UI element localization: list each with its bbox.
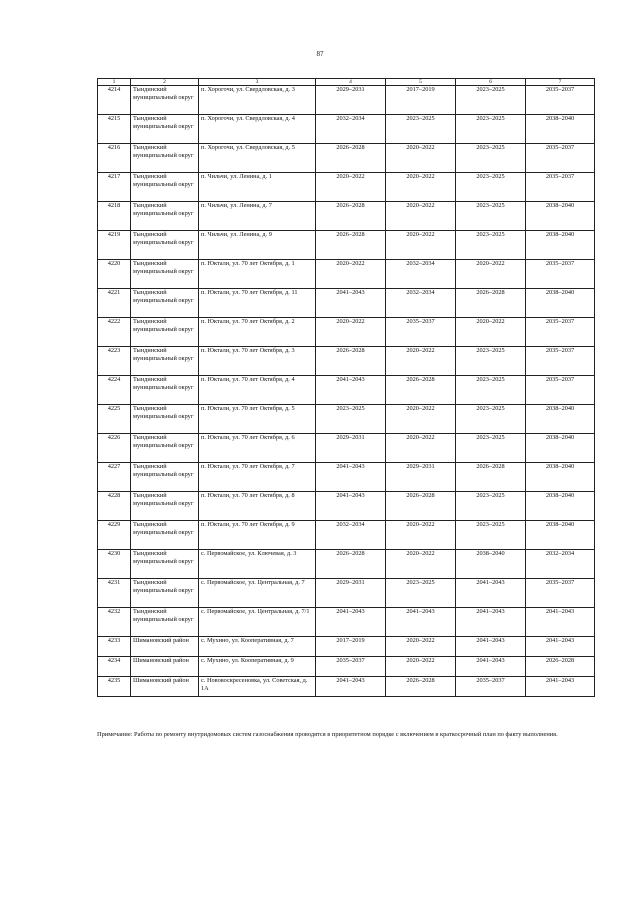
municipality-cell: Тындинский муниципальный округ [131, 289, 199, 318]
row-number-cell: 4232 [98, 608, 131, 637]
row-number-cell: 4234 [98, 657, 131, 677]
period-3-cell: 2023–2025 [456, 86, 526, 115]
municipality-cell: Шимановский район [131, 677, 199, 697]
period-2-cell: 2020–2022 [386, 144, 456, 173]
table-row [98, 463, 595, 492]
row-number-cell: 4228 [98, 492, 131, 521]
period-2-cell: 2020–2022 [386, 173, 456, 202]
period-3-cell: 2023–2025 [456, 434, 526, 463]
period-1-cell: 2026–2028 [316, 202, 386, 231]
municipality-cell: Шимановский район [131, 657, 199, 677]
period-2-cell: 2017–2019 [386, 86, 456, 115]
row-number-cell: 4221 [98, 289, 131, 318]
period-3-cell: 2023–2025 [456, 492, 526, 521]
period-3-cell: 2020–2022 [456, 318, 526, 347]
period-3-cell: 2023–2025 [456, 521, 526, 550]
period-2-cell: 2041–2043 [386, 608, 456, 637]
municipality-cell: Тындинский муниципальный округ [131, 231, 199, 260]
address-cell: п. Юктали, ул. 70 лет Октября, д. 1 [199, 260, 316, 289]
period-1-cell: 2041–2043 [316, 463, 386, 492]
period-4-cell: 2026–2028 [526, 657, 595, 677]
table-row [98, 347, 595, 376]
row-number-cell: 4235 [98, 677, 131, 697]
row-number-cell: 4217 [98, 173, 131, 202]
period-3-cell: 2038–2040 [456, 550, 526, 579]
period-4-cell: 2038–2040 [526, 115, 595, 144]
period-1-cell: 2017–2019 [316, 637, 386, 657]
period-3-cell: 2041–2043 [456, 657, 526, 677]
period-1-cell: 2032–2034 [316, 521, 386, 550]
period-1-cell: 2035–2037 [316, 657, 386, 677]
period-2-cell: 2020–2022 [386, 434, 456, 463]
municipality-cell: Тындинский муниципальный округ [131, 318, 199, 347]
table-row [98, 579, 595, 608]
row-number-cell: 4214 [98, 86, 131, 115]
period-4-cell: 2035–2037 [526, 86, 595, 115]
period-1-cell: 2029–2031 [316, 434, 386, 463]
table-row [98, 260, 595, 289]
period-4-cell: 2038–2040 [526, 202, 595, 231]
period-2-cell: 2026–2028 [386, 376, 456, 405]
period-1-cell: 2041–2043 [316, 492, 386, 521]
period-1-cell: 2032–2034 [316, 115, 386, 144]
period-3-cell: 2041–2043 [456, 608, 526, 637]
table-row [98, 318, 595, 347]
address-cell: п. Хорогочи, ул. Свердловская, д. 5 [199, 144, 316, 173]
address-cell: с. Мухино, ул. Кооперативная, д. 9 [199, 657, 316, 677]
period-4-cell: 2035–2037 [526, 318, 595, 347]
column-number: 5 [386, 79, 456, 86]
table-row [98, 492, 595, 521]
row-number-cell: 4216 [98, 144, 131, 173]
period-1-cell: 2026–2028 [316, 231, 386, 260]
period-2-cell: 2020–2022 [386, 637, 456, 657]
period-2-cell: 2032–2034 [386, 289, 456, 318]
period-1-cell: 2026–2028 [316, 347, 386, 376]
period-3-cell: 2023–2025 [456, 231, 526, 260]
table-row [98, 608, 595, 637]
column-number: 4 [316, 79, 386, 86]
period-3-cell: 2023–2025 [456, 347, 526, 376]
address-cell: п. Чильчи, ул. Ленина, д. 7 [199, 202, 316, 231]
municipality-cell: Тындинский муниципальный округ [131, 347, 199, 376]
municipality-cell: Тындинский муниципальный округ [131, 492, 199, 521]
address-cell: п. Юктали, ул. 70 лет Октября, д. 3 [199, 347, 316, 376]
period-4-cell: 2038–2040 [526, 289, 595, 318]
footnote: Примечание: Работы по ремонту внутридомовых систем газоснабжения проводятся в приоритетном порядке с включением в краткосрочный план по факту выполнения. [97, 731, 558, 738]
table-row [98, 173, 595, 202]
address-cell: с. Первомайское, ул. Центральная, д. 7 [199, 579, 316, 608]
address-cell: с. Нововоскресеновка, ул. Советская, д. 1А [199, 677, 316, 697]
column-number-row [98, 79, 595, 86]
period-3-cell: 2041–2043 [456, 637, 526, 657]
period-4-cell: 2035–2037 [526, 260, 595, 289]
period-3-cell: 2035–2037 [456, 677, 526, 697]
period-4-cell: 2041–2043 [526, 608, 595, 637]
period-3-cell: 2023–2025 [456, 376, 526, 405]
municipality-cell: Тындинский муниципальный округ [131, 434, 199, 463]
municipality-cell: Тындинский муниципальный округ [131, 550, 199, 579]
row-number-cell: 4224 [98, 376, 131, 405]
period-2-cell: 2029–2031 [386, 463, 456, 492]
row-number-cell: 4215 [98, 115, 131, 144]
municipality-cell: Шимановский район [131, 637, 199, 657]
period-1-cell: 2020–2022 [316, 173, 386, 202]
table-row [98, 144, 595, 173]
period-4-cell: 2038–2040 [526, 231, 595, 260]
address-cell: п. Юктали, ул. 70 лет Октября, д. 6 [199, 434, 316, 463]
address-cell: п. Юктали, ул. 70 лет Октября, д. 5 [199, 405, 316, 434]
row-number-cell: 4218 [98, 202, 131, 231]
municipality-cell: Тындинский муниципальный округ [131, 521, 199, 550]
period-2-cell: 2026–2028 [386, 677, 456, 697]
column-number: 3 [199, 79, 316, 86]
municipality-cell: Тындинский муниципальный округ [131, 173, 199, 202]
row-number-cell: 4220 [98, 260, 131, 289]
page-number: 87 [316, 50, 324, 58]
period-2-cell: 2020–2022 [386, 521, 456, 550]
municipality-cell: Тындинский муниципальный округ [131, 144, 199, 173]
period-4-cell: 2038–2040 [526, 521, 595, 550]
period-2-cell: 2020–2022 [386, 405, 456, 434]
row-number-cell: 4229 [98, 521, 131, 550]
period-3-cell: 2026–2028 [456, 463, 526, 492]
period-2-cell: 2023–2025 [386, 115, 456, 144]
period-2-cell: 2020–2022 [386, 347, 456, 376]
table-row [98, 202, 595, 231]
row-number-cell: 4227 [98, 463, 131, 492]
table-row [98, 677, 595, 697]
address-cell: п. Юктали, ул. 70 лет Октября, д. 11 [199, 289, 316, 318]
municipality-cell: Тындинский муниципальный округ [131, 463, 199, 492]
municipality-cell: Тындинский муниципальный округ [131, 376, 199, 405]
period-3-cell: 2020–2022 [456, 260, 526, 289]
table-row [98, 376, 595, 405]
address-cell: с. Первомайское, ул. Центральная, д. 7/1 [199, 608, 316, 637]
table-row [98, 405, 595, 434]
municipality-cell: Тындинский муниципальный округ [131, 115, 199, 144]
address-cell: п. Юктали, ул. 70 лет Октября, д. 4 [199, 376, 316, 405]
period-4-cell: 2035–2037 [526, 347, 595, 376]
table-row [98, 86, 595, 115]
municipality-cell: Тындинский муниципальный округ [131, 608, 199, 637]
address-cell: п. Юктали, ул. 70 лет Октября, д. 7 [199, 463, 316, 492]
period-1-cell: 2041–2043 [316, 677, 386, 697]
period-1-cell: 2023–2025 [316, 405, 386, 434]
period-2-cell: 2026–2028 [386, 492, 456, 521]
row-number-cell: 4225 [98, 405, 131, 434]
period-2-cell: 2035–2037 [386, 318, 456, 347]
column-number: 1 [98, 79, 131, 86]
period-1-cell: 2041–2043 [316, 608, 386, 637]
period-1-cell: 2041–2043 [316, 289, 386, 318]
period-4-cell: 2035–2037 [526, 579, 595, 608]
period-4-cell: 2035–2037 [526, 376, 595, 405]
period-2-cell: 2020–2022 [386, 231, 456, 260]
period-4-cell: 2038–2040 [526, 405, 595, 434]
period-1-cell: 2029–2031 [316, 579, 386, 608]
period-4-cell: 2041–2043 [526, 677, 595, 697]
municipality-cell: Тындинский муниципальный округ [131, 260, 199, 289]
period-4-cell: 2041–2043 [526, 637, 595, 657]
table-row [98, 289, 595, 318]
period-1-cell: 2026–2028 [316, 550, 386, 579]
period-3-cell: 2023–2025 [456, 173, 526, 202]
row-number-cell: 4230 [98, 550, 131, 579]
period-1-cell: 2020–2022 [316, 260, 386, 289]
column-number: 2 [131, 79, 199, 86]
period-2-cell: 2020–2022 [386, 202, 456, 231]
address-cell: с. Первомайское, ул. Ключевая, д. 3 [199, 550, 316, 579]
address-cell: п. Хорогочи, ул. Свердловская, д. 3 [199, 86, 316, 115]
row-number-cell: 4223 [98, 347, 131, 376]
period-4-cell: 2038–2040 [526, 492, 595, 521]
period-1-cell: 2020–2022 [316, 318, 386, 347]
table-row [98, 657, 595, 677]
row-number-cell: 4231 [98, 579, 131, 608]
period-4-cell: 2038–2040 [526, 463, 595, 492]
municipality-cell: Тындинский муниципальный округ [131, 86, 199, 115]
row-number-cell: 4219 [98, 231, 131, 260]
period-1-cell: 2026–2028 [316, 144, 386, 173]
municipality-cell: Тындинский муниципальный округ [131, 405, 199, 434]
period-3-cell: 2023–2025 [456, 144, 526, 173]
period-3-cell: 2023–2025 [456, 405, 526, 434]
period-2-cell: 2032–2034 [386, 260, 456, 289]
period-3-cell: 2041–2043 [456, 579, 526, 608]
address-cell: п. Юктали, ул. 70 лет Октября, д. 9 [199, 521, 316, 550]
period-2-cell: 2020–2022 [386, 550, 456, 579]
address-cell: п. Чильчи, ул. Ленина, д. 9 [199, 231, 316, 260]
period-1-cell: 2041–2043 [316, 376, 386, 405]
period-2-cell: 2023–2025 [386, 579, 456, 608]
period-2-cell: 2020–2022 [386, 657, 456, 677]
column-number: 6 [456, 79, 526, 86]
row-number-cell: 4226 [98, 434, 131, 463]
address-cell: п. Хорогочи, ул. Свердловская, д. 4 [199, 115, 316, 144]
table-row [98, 550, 595, 579]
period-3-cell: 2026–2028 [456, 289, 526, 318]
period-4-cell: 2035–2037 [526, 173, 595, 202]
period-3-cell: 2023–2025 [456, 115, 526, 144]
table-row [98, 115, 595, 144]
table-row [98, 637, 595, 657]
address-cell: п. Чильчи, ул. Ленина, д. 1 [199, 173, 316, 202]
period-4-cell: 2032–2034 [526, 550, 595, 579]
period-4-cell: 2038–2040 [526, 434, 595, 463]
row-number-cell: 4233 [98, 637, 131, 657]
municipality-cell: Тындинский муниципальный округ [131, 202, 199, 231]
table-row [98, 434, 595, 463]
column-number: 7 [526, 79, 595, 86]
municipality-cell: Тындинский муниципальный округ [131, 579, 199, 608]
period-4-cell: 2035–2037 [526, 144, 595, 173]
address-cell: п. Юктали, ул. 70 лет Октября, д. 2 [199, 318, 316, 347]
period-1-cell: 2029–2031 [316, 86, 386, 115]
row-number-cell: 4222 [98, 318, 131, 347]
address-cell: с. Мухино, ул. Кооперативная, д. 7 [199, 637, 316, 657]
address-cell: п. Юктали, ул. 70 лет Октября, д. 8 [199, 492, 316, 521]
repair-schedule-table [97, 78, 595, 697]
period-3-cell: 2023–2025 [456, 202, 526, 231]
table-row [98, 521, 595, 550]
table-row [98, 231, 595, 260]
